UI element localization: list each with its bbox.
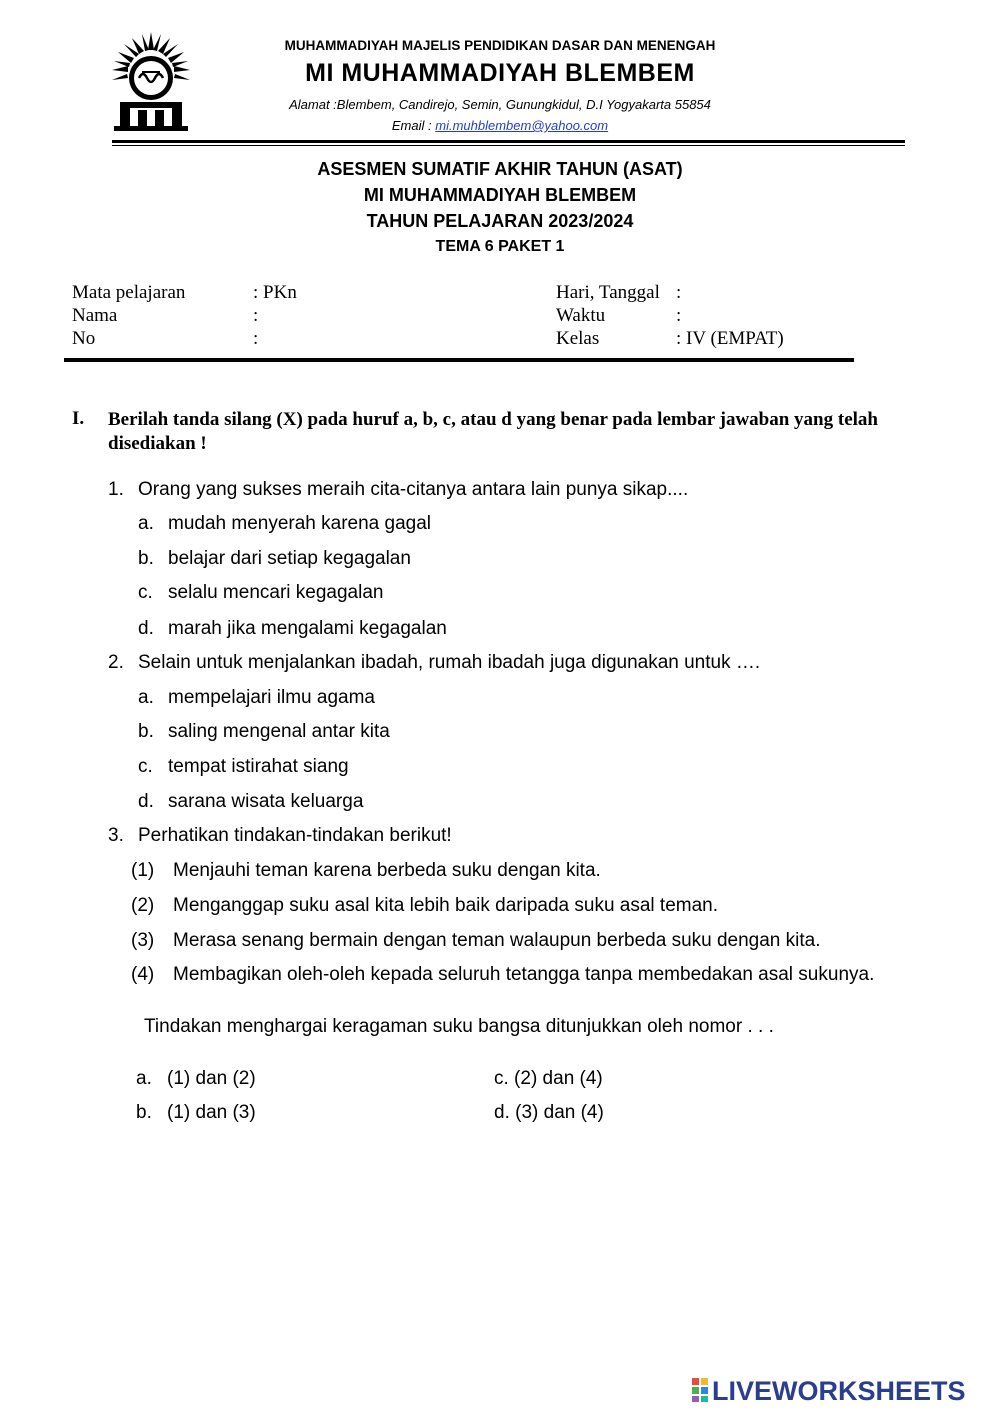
question-number: 1. <box>108 479 124 500</box>
name-label: Nama <box>72 305 118 326</box>
option-text[interactable]: selalu mencari kegagalan <box>168 582 384 603</box>
option-letter[interactable]: b. <box>136 1102 152 1123</box>
option-letter[interactable]: b. <box>138 721 154 742</box>
exam-title: ASESMEN SUMATIF AKHIR TAHUN (ASAT) <box>317 159 683 179</box>
statement-text: Menganggap suku asal kita lebih baik daripada suku asal teman. <box>173 895 719 916</box>
school-email <box>200 118 800 133</box>
statement-number: (1) <box>131 860 155 881</box>
watermark-text: LIVEWORKSHEETS <box>712 1376 966 1404</box>
option-letter[interactable]: c. <box>138 756 153 777</box>
exam-school: MI MUHAMMADIYAH BLEMBEM <box>363 185 637 205</box>
question-text: Selain untuk menjalankan ibadah, rumah ibadah juga digunakan untuk …. <box>138 652 761 673</box>
statement-number: (3) <box>131 930 155 951</box>
option-letter[interactable]: c. <box>138 582 153 603</box>
organization-name: MUHAMMADIYAH MAJELIS PENDIDIKAN DASAR DAN MENENGAH <box>284 38 716 53</box>
section-number: I. <box>72 408 85 429</box>
no-label: No <box>72 328 96 349</box>
class-value: : IV (EMPAT) <box>676 328 784 349</box>
liveworksheets-logo-icon <box>692 1378 708 1402</box>
option-text[interactable]: sarana wisata keluarga <box>168 791 364 812</box>
option-text[interactable]: marah jika mengalami kegagalan <box>168 618 447 639</box>
option-text[interactable]: mudah menyerah karena gagal <box>168 513 432 534</box>
option-text[interactable]: d. (3) dan (4) <box>494 1102 604 1123</box>
school-address: Alamat :Blembem, Candirejo, Semin, Gunungkidul, D.I Yogyakarta 55854 <box>289 97 711 112</box>
email-link[interactable]: mi.muhblembem@yahoo.com <box>435 118 609 133</box>
date-label: Hari, Tanggal <box>556 282 660 303</box>
question-prompt: Tindakan menghargai keragaman suku bangsa ditunjukkan oleh nomor . . . <box>144 1016 774 1037</box>
option-letter[interactable]: d. <box>138 791 154 812</box>
email-label: Email : <box>391 118 436 133</box>
option-letter[interactable]: a. <box>138 513 154 534</box>
question-number: 3. <box>108 825 124 846</box>
subject-label: Mata pelajaran <box>72 282 186 303</box>
header-divider-thick <box>112 140 905 143</box>
statement-number: (2) <box>131 895 155 916</box>
muhammadiyah-logo <box>108 30 194 132</box>
exam-year: TAHUN PELAJARAN 2023/2024 <box>366 211 634 231</box>
statement-text: Membagikan oleh-oleh kepada seluruh tetangga tanpa membedakan asal sukunya. <box>173 964 875 985</box>
header-divider-thin <box>112 145 905 146</box>
time-label: Waktu <box>556 305 606 326</box>
option-text[interactable]: (1) dan (2) <box>167 1068 256 1089</box>
school-name: MI MUHAMMADIYAH BLEMBEM <box>305 59 695 87</box>
info-divider <box>64 358 854 362</box>
option-text[interactable]: tempat istirahat siang <box>168 756 349 777</box>
option-text[interactable]: c. (2) dan (4) <box>494 1068 603 1089</box>
option-letter[interactable]: d. <box>138 618 154 639</box>
option-text[interactable]: saling mengenal antar kita <box>168 721 390 742</box>
liveworksheets-watermark <box>690 1374 990 1404</box>
question-number: 2. <box>108 652 124 673</box>
date-value: : <box>676 282 682 303</box>
option-letter[interactable]: a. <box>136 1068 152 1089</box>
option-text[interactable]: (1) dan (3) <box>167 1102 256 1123</box>
option-text[interactable]: mempelajari ilmu agama <box>168 687 375 708</box>
no-value: : <box>253 328 259 349</box>
subject-value: : PKn <box>253 282 297 303</box>
time-value: : <box>676 305 682 326</box>
statement-text: Menjauhi teman karena berbeda suku dengan kita. <box>173 860 601 881</box>
class-label: Kelas <box>556 328 600 349</box>
statement-text: Merasa senang bermain dengan teman walaupun berbeda suku dengan kita. <box>173 930 821 951</box>
exam-theme: TEMA 6 PAKET 1 <box>435 238 565 255</box>
option-text[interactable]: belajar dari setiap kegagalan <box>168 548 411 569</box>
question-text: Orang yang sukses meraih cita-citanya antara lain punya sikap.... <box>138 479 689 500</box>
option-letter[interactable]: b. <box>138 548 154 569</box>
option-letter[interactable]: a. <box>138 687 154 708</box>
statement-number: (4) <box>131 964 155 985</box>
section-instruction: Berilah tanda silang (X) pada huruf a, b, c, atau d yang benar pada lembar jawaban yang telah disediakan ! <box>108 409 878 454</box>
name-value: : <box>253 305 259 326</box>
question-text: Perhatikan tindakan-tindakan berikut! <box>138 825 452 846</box>
